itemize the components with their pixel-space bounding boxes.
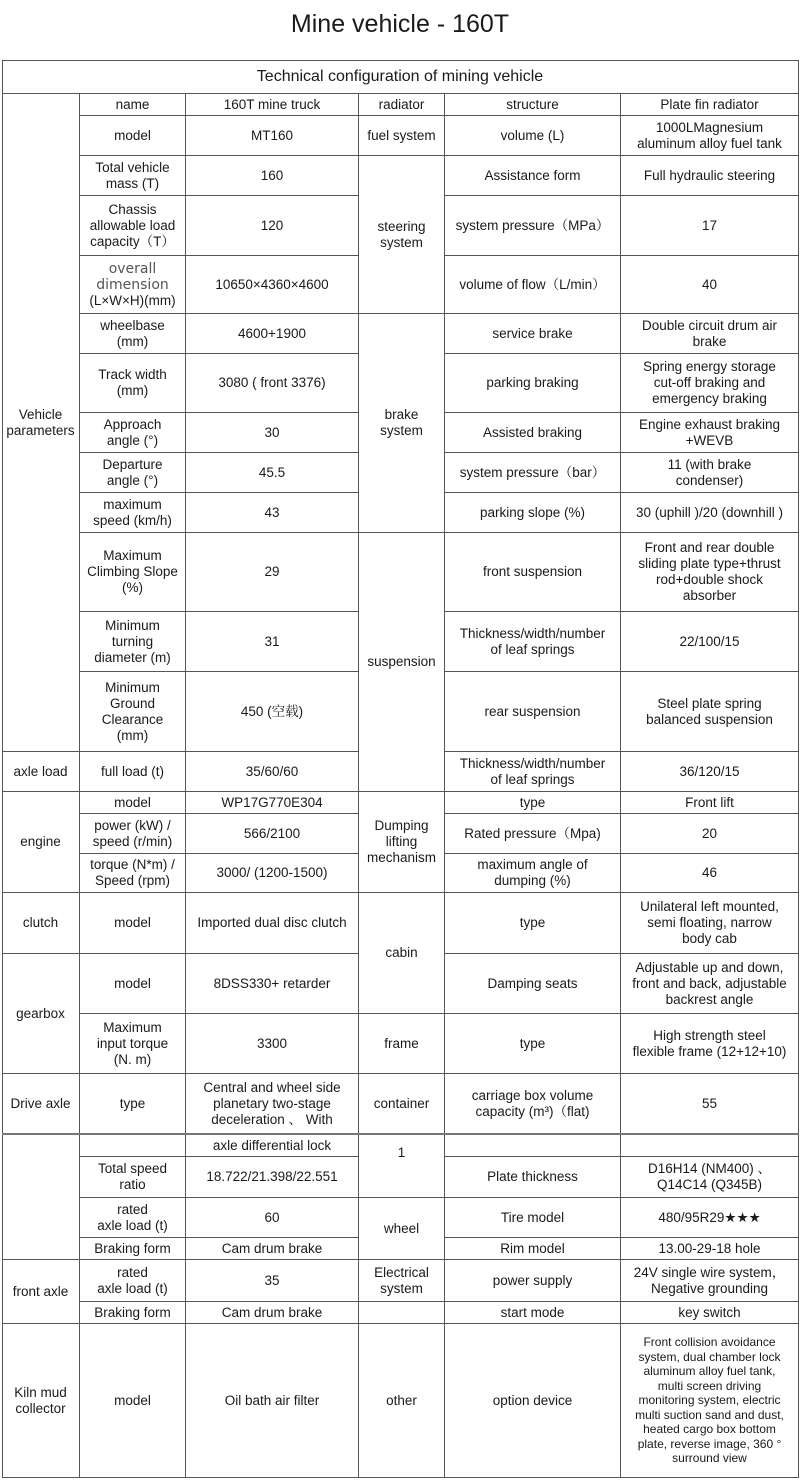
dimension-value: 10650×4360×4600 bbox=[186, 256, 359, 314]
blank-cell-b bbox=[621, 1135, 799, 1157]
steering-pressure-value: 17 bbox=[621, 196, 799, 256]
wheel-label: wheel bbox=[359, 1198, 445, 1260]
departure-angle-value: 45.5 bbox=[186, 453, 359, 493]
other-label: other bbox=[359, 1324, 445, 1478]
clutch-label: clutch bbox=[2, 893, 80, 954]
service-brake-value: Double circuit drum air brake bbox=[621, 314, 799, 354]
drive-axle-type-label: type bbox=[80, 1074, 186, 1134]
dump-angle-value: 46 bbox=[621, 854, 799, 893]
cab-type-value: Unilateral left mounted, semi floating, narrow body cab bbox=[621, 893, 799, 954]
front-rated-load-value: 35 bbox=[186, 1260, 359, 1302]
mass-value: 160 bbox=[186, 156, 359, 196]
brake-pressure-value: 11 (with brake condenser) bbox=[621, 453, 799, 493]
dimension-label-main: overall dimension bbox=[96, 260, 169, 293]
climbing-slope-label: Maximum Climbing Slope (%) bbox=[80, 533, 186, 612]
ground-clearance-label: Minimum Ground Clearance (mm) bbox=[80, 672, 186, 752]
drive-axle-label: Drive axle bbox=[2, 1074, 80, 1134]
model-value: MT160 bbox=[186, 116, 359, 156]
frame-label: frame bbox=[359, 1014, 445, 1074]
start-mode-value: key switch bbox=[621, 1302, 799, 1324]
input-torque-label: Maximum input torque (N. m) bbox=[80, 1014, 186, 1074]
braking-form-value: Cam drum brake bbox=[186, 1238, 359, 1260]
start-mode-label: start mode bbox=[445, 1302, 621, 1324]
gearbox-model-label: model bbox=[80, 954, 186, 1014]
carriage-volume-label: carriage box volume capacity (m³)（flat) bbox=[445, 1074, 621, 1134]
flow-label: volume of flow（L/min） bbox=[445, 256, 621, 314]
full-load-label: full load (t) bbox=[80, 752, 186, 792]
power-supply-value: 24V single wire system， Negative grounding bbox=[621, 1260, 799, 1302]
radiator-structure-label: structure bbox=[445, 94, 621, 116]
dimension-label bbox=[80, 256, 186, 314]
max-speed-label: maximum speed (km/h) bbox=[80, 493, 186, 533]
drive-axle-type-value: Central and wheel side planetary two-stage deceleration 、 With bbox=[186, 1074, 359, 1134]
engine-label: engine bbox=[2, 792, 80, 893]
input-torque-value: 3300 bbox=[186, 1014, 359, 1074]
track-width-value: 3080 ( front 3376) bbox=[186, 354, 359, 413]
frame-type-label: type bbox=[445, 1014, 621, 1074]
gearbox-label: gearbox bbox=[2, 954, 80, 1074]
page-title: Mine vehicle - 160T bbox=[290, 10, 510, 38]
speed-ratio-label: Total speed ratio bbox=[80, 1157, 186, 1198]
engine-model-label: model bbox=[80, 792, 186, 814]
plate-thickness-label: Plate thickness bbox=[445, 1157, 621, 1198]
dimension-label-units: (L×W×H)(mm) bbox=[89, 292, 176, 308]
approach-angle-label: Approach angle (°) bbox=[80, 413, 186, 453]
wheelbase-value: 4600+1900 bbox=[186, 314, 359, 354]
damping-seats-label: Damping seats bbox=[445, 954, 621, 1014]
parking-slope-value: 30 (uphill )/20 (downhill ) bbox=[621, 493, 799, 533]
dumping-mechanism-label: Dumping lifting mechanism bbox=[359, 792, 445, 893]
electrical-blank bbox=[359, 1302, 445, 1324]
clutch-model-label: model bbox=[80, 893, 186, 954]
electrical-system-label: Electrical system bbox=[359, 1260, 445, 1302]
front-suspension-value: Front and rear double sliding plate type+thrust rod+double shock absorber bbox=[621, 533, 799, 612]
ground-clearance-value: 450 (空载) bbox=[186, 672, 359, 752]
rated-axle-load-label: rated axle load (t) bbox=[80, 1198, 186, 1238]
blank-cell-a bbox=[445, 1135, 621, 1157]
braking-form-label: Braking form bbox=[80, 1238, 186, 1260]
approach-angle-value: 30 bbox=[186, 413, 359, 453]
diff-lock-label: axle differential lock bbox=[186, 1135, 359, 1157]
power-supply-label: power supply bbox=[445, 1260, 621, 1302]
torque-label: torque (N*m) / Speed (rpm) bbox=[80, 854, 186, 893]
rear-leaf-springs-value: 36/120/15 bbox=[621, 752, 799, 792]
front-leaf-springs-label: Thickness/width/number of leaf springs bbox=[445, 612, 621, 672]
front-braking-form-label: Braking form bbox=[80, 1302, 186, 1324]
container-label: container bbox=[359, 1074, 445, 1134]
rear-suspension-label: rear suspension bbox=[445, 672, 621, 752]
assistance-form-label: Assistance form bbox=[445, 156, 621, 196]
name-label: name bbox=[80, 94, 186, 116]
rear-leaf-springs-label: Thickness/width/number of leaf springs bbox=[445, 752, 621, 792]
service-brake-label: service brake bbox=[445, 314, 621, 354]
axle-load-label: axle load bbox=[2, 752, 80, 792]
full-load-value: 35/60/60 bbox=[186, 752, 359, 792]
front-suspension-label: front suspension bbox=[445, 533, 621, 612]
parking-braking-label: parking braking bbox=[445, 354, 621, 413]
front-braking-form-value: Cam drum brake bbox=[186, 1302, 359, 1324]
rated-pressure-value: 20 bbox=[621, 814, 799, 854]
gearbox-model-value: 8DSS330+ retarder bbox=[186, 954, 359, 1014]
tire-model-value: 480/95R29★★★ bbox=[621, 1198, 799, 1238]
assisted-braking-value: Engine exhaust braking +WEVB bbox=[621, 413, 799, 453]
frame-type-value: High strength steel flexible frame (12+12+10) bbox=[621, 1014, 799, 1074]
flow-value: 40 bbox=[621, 256, 799, 314]
kiln-mud-collector-label: Kiln mud collector bbox=[2, 1324, 80, 1478]
turning-diameter-value: 31 bbox=[186, 612, 359, 672]
suspension-label: suspension bbox=[359, 533, 445, 792]
front-rated-load-label: rated axle load (t) bbox=[80, 1260, 186, 1302]
kiln-model-value: Oil bath air filter bbox=[186, 1324, 359, 1478]
front-leaf-springs-value: 22/100/15 bbox=[621, 612, 799, 672]
carriage-volume-value: 55 bbox=[621, 1074, 799, 1134]
power-label: power (kW) / speed (r/min) bbox=[80, 814, 186, 854]
cab-type-label: type bbox=[445, 893, 621, 954]
torque-value: 3000/ (1200-1500) bbox=[186, 854, 359, 893]
option-device-label: option device bbox=[445, 1324, 621, 1478]
assistance-form-value: Full hydraulic steering bbox=[621, 156, 799, 196]
dump-angle-label: maximum angle of dumping (%) bbox=[445, 854, 621, 893]
turning-diameter-label: Minimum turning diameter (m) bbox=[80, 612, 186, 672]
cabin-label: cabin bbox=[359, 893, 445, 1014]
radiator-label: radiator bbox=[359, 94, 445, 116]
tire-model-label: Tire model bbox=[445, 1198, 621, 1238]
parking-braking-value: Spring energy storage cut-off braking and emergency braking bbox=[621, 354, 799, 413]
steering-pressure-label: system pressure（MPa） bbox=[445, 196, 621, 256]
rear-axle-blank bbox=[2, 1135, 80, 1260]
engine-model-value: WP17G770E304 bbox=[186, 792, 359, 814]
steering-system-label: steering system bbox=[359, 156, 445, 314]
fuel-system-label: fuel system bbox=[359, 116, 445, 156]
power-value: 566/2100 bbox=[186, 814, 359, 854]
rim-model-value: 13.00-29-18 hole bbox=[621, 1238, 799, 1260]
rated-axle-load-value: 60 bbox=[186, 1198, 359, 1238]
name-value: 160T mine truck bbox=[186, 94, 359, 116]
mass-label: Total vehicle mass (T) bbox=[80, 156, 186, 196]
speed-ratio-value: 18.722/21.398/22.551 bbox=[186, 1157, 359, 1198]
rated-pressure-label: Rated pressure（Mpa) bbox=[445, 814, 621, 854]
diff-lock-blank bbox=[80, 1135, 186, 1157]
model-label: model bbox=[80, 116, 186, 156]
table-title: Technical configuration of mining vehicle bbox=[2, 61, 799, 94]
diff-lock-value: 1 bbox=[359, 1135, 445, 1198]
fuel-value: 1000LMagnesium aluminum alloy fuel tank bbox=[621, 116, 799, 156]
max-speed-value: 43 bbox=[186, 493, 359, 533]
fuel-volume-label: volume (L) bbox=[445, 116, 621, 156]
rim-model-label: Rim model bbox=[445, 1238, 621, 1260]
climbing-slope-value: 29 bbox=[186, 533, 359, 612]
brake-pressure-label: system pressure（bar） bbox=[445, 453, 621, 493]
option-device-value: Front collision avoidance system, dual chamber lock aluminum alloy fuel tank, multi screen driving monitoring system, electric multi suction sand and dust, heated cargo box bottom plate, reverse image, 360 ° surround view bbox=[621, 1324, 799, 1478]
kiln-model-label: model bbox=[80, 1324, 186, 1478]
clutch-model-value: Imported dual disc clutch bbox=[186, 893, 359, 954]
brake-system-label: brake system bbox=[359, 314, 445, 533]
parking-slope-label: parking slope (%) bbox=[445, 493, 621, 533]
dump-type-label: type bbox=[445, 792, 621, 814]
rear-suspension-value: Steel plate spring balanced suspension bbox=[621, 672, 799, 752]
departure-angle-label: Departure angle (°) bbox=[80, 453, 186, 493]
dump-type-value: Front lift bbox=[621, 792, 799, 814]
front-axle-label: front axle bbox=[2, 1260, 80, 1324]
chassis-load-value: 120 bbox=[186, 196, 359, 256]
damping-seats-value: Adjustable up and down, front and back, adjustable backrest angle bbox=[621, 954, 799, 1014]
chassis-load-label: Chassis allowable load capacity（T） bbox=[80, 196, 186, 256]
plate-thickness-value: D16H14 (NM400) 、 Q14C14 (Q345B) bbox=[621, 1157, 799, 1198]
wheelbase-label: wheelbase (mm) bbox=[80, 314, 186, 354]
vehicle-parameters-label: Vehicle parameters bbox=[2, 94, 80, 752]
track-width-label: Track width (mm) bbox=[80, 354, 186, 413]
radiator-value: Plate fin radiator bbox=[621, 94, 799, 116]
assisted-braking-label: Assisted braking bbox=[445, 413, 621, 453]
